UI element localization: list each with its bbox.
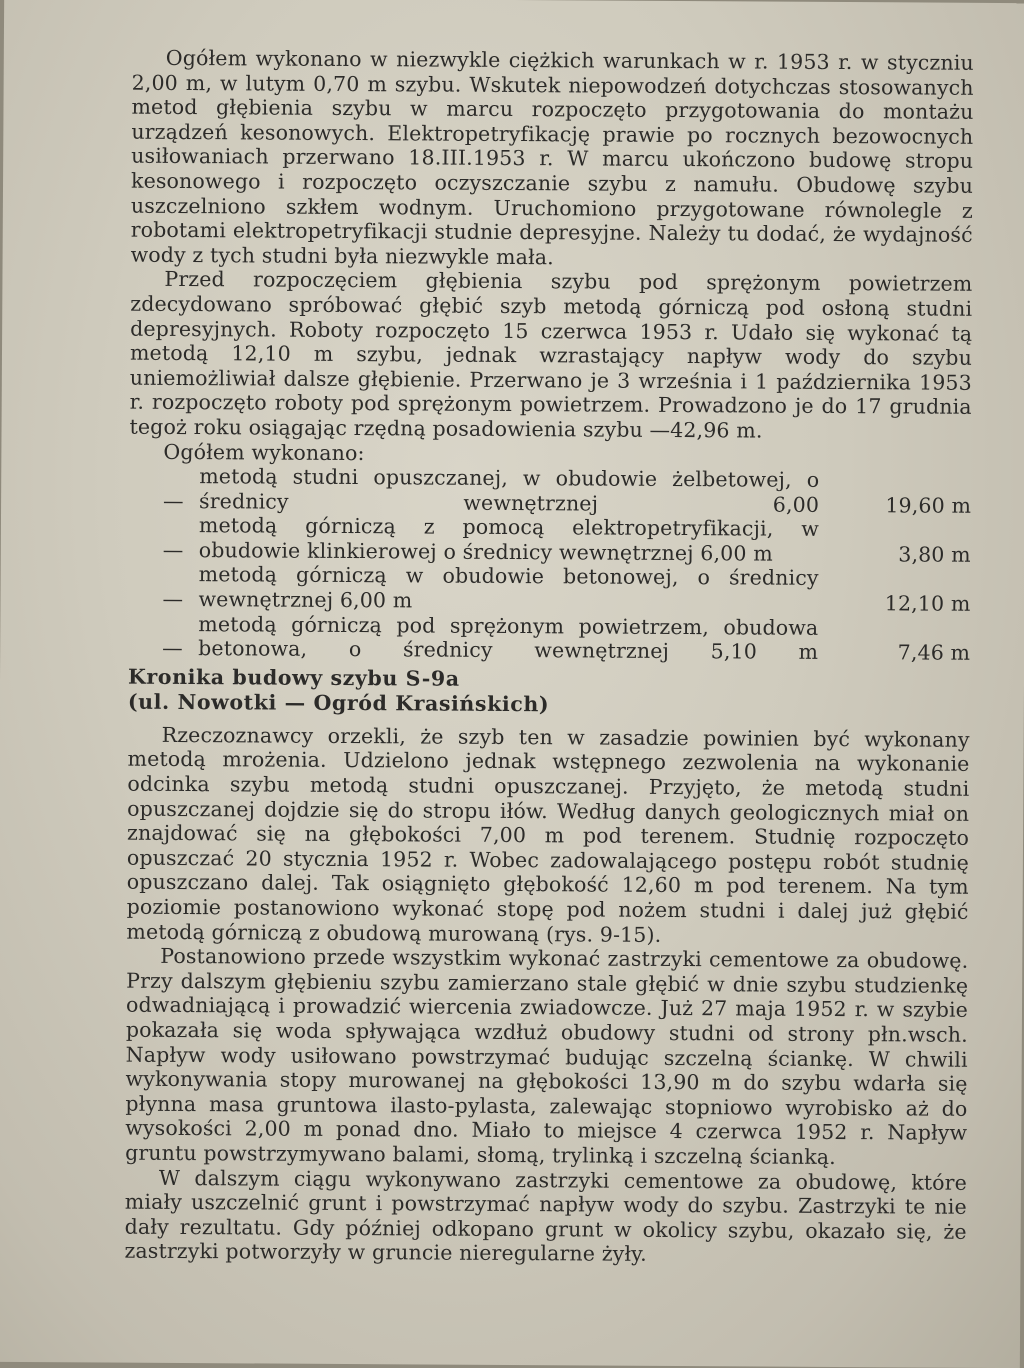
- section-heading: [128, 664, 970, 719]
- summary-item: [128, 611, 970, 665]
- summary-item-text: metodą górniczą z pomocą elektropetryfikacji, w obudowie klinkierowej o średnicy wewnętrznej 6,00 m: [198, 513, 820, 566]
- list-dash: —: [163, 488, 184, 513]
- paragraph-2: Przed rozpoczęciem głębienia szybu pod sprężonym powietrzem zdecydowano spróbować głębić szyb metodą górniczą pod osłoną studni depresyjnych. Roboty rozpoczęto 15 czerwca 1953 r. Udało się wykonać tą metodą 12,10 m szybu, jednak wzrastający napływ wody do szybu uniemożliwiał dalsze głębienie. Przerwano je 3 września i 1 października 1953 r. rozpoczęto roboty pod sprężonym powietrzem. Prowadzono je do 17 grudnia tegoż roku osiągając rzędną posadowienia szybu —42,96 m.: [129, 267, 973, 443]
- section-heading-title: Kronika budowy szybu S-9a: [127, 664, 460, 691]
- summary-intro: Ogółem wykonano:: [163, 439, 365, 465]
- summary-item-value: 19,60 m: [885, 492, 972, 518]
- summary-item-text: metodą studni opuszczanej, w obudowie żelbetowej, o średnicy wewnętrznej 6,00: [199, 464, 820, 517]
- paragraph-1: Ogółem wykonano w niezwykle ciężkich warunkach w r. 1953 r. w styczniu 2,00 m, w lutym 0,70 m szybu. Wskutek niepowodzeń dotychczas stosowanych metod głębienia szybu w marcu rozpoczęto przygotowania do montażu urządzeń kesonowych. Elektropetryfikację prawie po rocznych bezowocnych usiłowaniach przerwano 18.III.1953 r. W marcu ukończono budowę stropu kesonowego i rozpoczęto oczyszczanie szybu z namułu. Obudowę szybu uszczelniono szkłem wodnym. Uruchomiono przygotowane równolegle z robotami elektropetryfikacji studnie depresyjne. Należy tu dodać, że wydajność wody z tych studni była niezwykle mała.: [130, 45, 974, 269]
- paragraph-4: Postanowiono przede wszystkim wykonać zastrzyki cementowe za obudowę. Przy dalszym głębieniu szybu zamierzano stale głębić w dnie szybu studzienkę odwadniającą i prowadzić wiercenia zwiadowcze. Już 27 maja 1952 r. w szybie pokazała się woda spływająca wzdłuż obudowy studni od strony płn.wsch. Napływ wody usiłowano powstrzymać budując szczelną ściankę. W chwili wykonywania stopy murowanej na głębokości 13,90 m do szybu wdarła się płynna masa gruntowa ilasto-pylasta, zalewając stopniowo wyrobisko aż do wysokości 2,00 m ponad dno. Miało to miejsce 4 czerwca 1952 r. Napływ gruntu powstrzymywano balami, słomą, trylinką i szczelną ścianką.: [125, 944, 969, 1169]
- summary-item-value: 7,46 m: [897, 640, 971, 666]
- summary-item: [129, 513, 971, 567]
- list-dash: —: [162, 537, 184, 562]
- summary-item: [128, 562, 970, 616]
- paragraph-3: Rzeczoznawcy orzekli, że szyb ten w zasadzie powinien być wykonany metodą mrożenia. Udzielono jednak wstępnego zezwolenia na wykonanie odcinka szybu metodą studni opuszczanej. Przyjęto, że metodą studni opuszczanej dojdzie się do stropu iłów. Według danych geologicznych miał on znajdować się na głębokości 7,00 m pod terenem. Studnię rozpoczęto opuszczać 20 stycznia 1952 r. Wobec zadowalającego postępu robót studnię opuszczano dalej. Tak osiągnięto głębokość 12,60 m pod terenem. Na tym poziomie postanowiono wykonać stopę pod nożem studni i dalej już głębić metodą górniczą z obudową murowaną (rys. 9-15).: [126, 722, 970, 947]
- list-dash: —: [162, 586, 184, 612]
- summary-item-text: metodą górniczą w obudowie betonowej, o średnicy wewnętrznej 6,00 m: [198, 562, 819, 613]
- section-heading-subtitle: (ul. Nowotki — Ogród Krasińskich): [127, 689, 550, 717]
- list-dash: —: [162, 636, 183, 661]
- summary-item-value: 12,10 m: [884, 591, 971, 616]
- summary-item-value: 3,80 m: [898, 542, 971, 567]
- page-text: [124, 46, 973, 1269]
- summary-item: [129, 464, 971, 518]
- summary-list: [128, 464, 971, 666]
- summary-item-text: metodą górniczą pod sprężonym powietrzem, obudowa betonowa, o średnicy wewnętrznej 5,10 m: [198, 611, 819, 665]
- paragraph-5: W dalszym ciągu wykonywano zastrzyki cementowe za obudowę, które miały uszczelnić grunt i powstrzymać napływ wody do szybu. Zastrzyki te nie dały rezultatu. Gdy później odkopano grunt w okolicy szybu, okazało się, że zastrzyki potworzyły w gruncie nieregularne żyły.: [124, 1165, 968, 1267]
